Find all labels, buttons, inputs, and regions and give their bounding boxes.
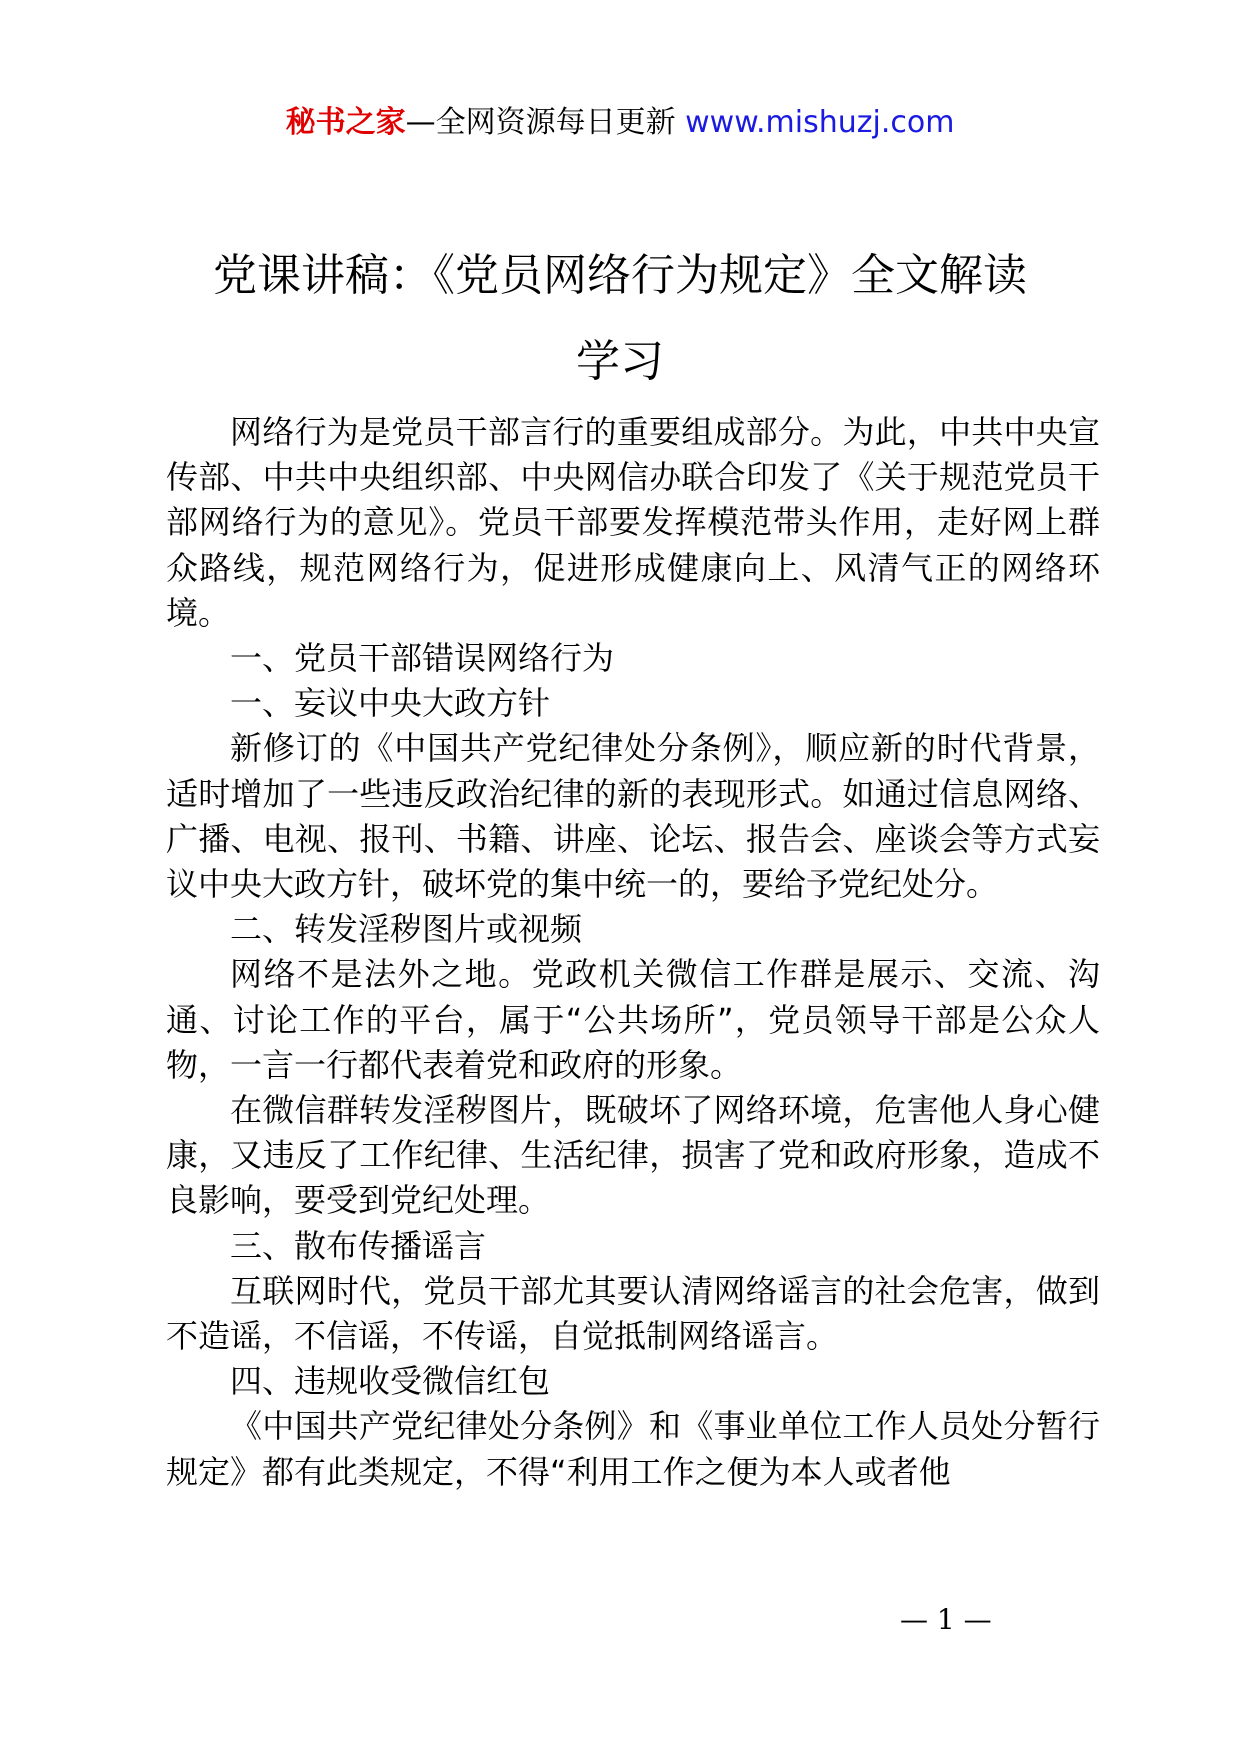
subsection-heading: 二、转发淫秽图片或视频 xyxy=(230,910,583,949)
header-slogan: —全网资源每日更新 xyxy=(405,105,676,140)
paragraph-intro: 网络行为是党员干部言行的重要组成部分。为此，中共中央宣传部、中共中央组织部、中央网信办联合印发了《关于规范党员干部网络行为的意见》。党员干部要发挥模范带头作用，走好网上群众路线，规范网络行为，促进形成健康向上、风清气正的网络环境。 xyxy=(166,413,1100,632)
paragraph: 在微信群转发淫秽图片，既破坏了网络环境，危害他人身心健康，又违反了工作纪律、生活纪律，损害了党和政府形象，造成不良影响，要受到党纪处理。 xyxy=(166,1091,1100,1220)
document-body xyxy=(166,410,1100,1495)
paragraph: 互联网时代，党员干部尤其要认清网络谣言的社会危害，做到不造谣，不信谣，不传谣，自觉抵制网络谣言。 xyxy=(166,1271,1100,1356)
subsection-heading: 四、违规收受微信红包 xyxy=(230,1362,551,1401)
subsection-heading: 三、散布传播谣言 xyxy=(230,1226,487,1265)
page-number: — 1 — xyxy=(900,1603,992,1636)
site-header xyxy=(0,98,1240,148)
document-title-line-2: 学习 xyxy=(576,336,664,387)
section-heading: 一、党员干部错误网络行为 xyxy=(230,639,615,678)
subsection-heading: 一、妄议中央大政方针 xyxy=(230,684,551,723)
document-title-line-1: 党课讲稿：《党员网络行为规定》全文解读 xyxy=(213,250,1027,301)
brand-name: 秘书之家 xyxy=(285,105,406,140)
paragraph: 《中国共产党纪律处分条例》和《事业单位工作人员处分暂行规定》都有此类规定，不得“利用工作之便为本人或者他 xyxy=(166,1407,1100,1491)
paragraph: 网络不是法外之地。党政机关微信工作群是展示、交流、沟通、讨论工作的平台，属于“公共场所”，党员领导干部是公众人物，一言一行都代表着党和政府的形象。 xyxy=(166,955,1100,1084)
site-url[interactable]: www.mishuzj.com xyxy=(685,105,955,140)
paragraph: 新修订的《中国共产党纪律处分条例》，顺应新的时代背景，适时增加了一些违反政治纪律的新的表现形式。如通过信息网络、广播、电视、报刊、书籍、讲座、论坛、报告会、座谈会等方式妄议中央大政方针，破坏党的集中统一的，要给予党纪处分。 xyxy=(166,729,1100,904)
